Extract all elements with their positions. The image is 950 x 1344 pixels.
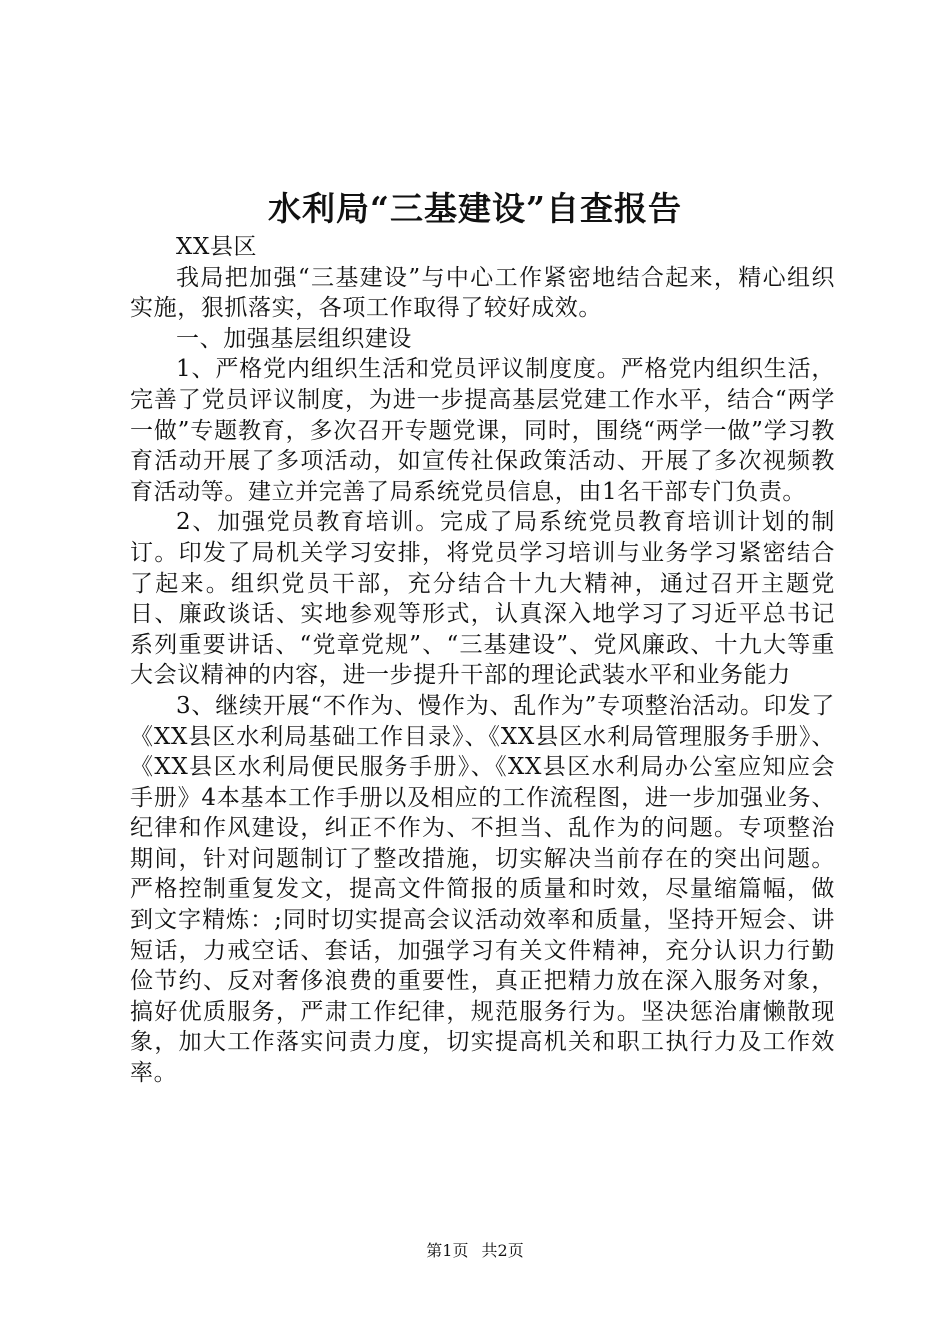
paragraph-item-2: 2、加强党员教育培训。完成了局系统党员教育培训计划的制订。印发了局机关学习安排，将党员学习培训与业务学习紧密结合了起来。组织党员干部，充分结合十九大精神，通过召开主题党日、廉政谈话、实地参观等形式，认真深入地学习了习近平总书记系列重要讲话、“党章党规”、“三基建设”、党风廉政、十九大等重大会议精神的内容，进一步提升干部的理论武装水平和业务能力 [130, 509, 835, 689]
page-total: 共2页 [481, 1241, 524, 1260]
document-body [130, 232, 835, 1089]
page-footer [0, 1240, 950, 1262]
paragraph-item-1: 1、严格党内组织生活和党员评议制度度。严格党内组织生活，完善了党员评议制度，为进一步提高基层党建工作水平，结合“两学一做”专题教育，多次召开专题党课，同时，围绕“两学一做”学习教育活动开展了多项活动，如宣传社保政策活动、开展了多次视频教育活动等。建立并完善了局系统党员信息，由1名干部专门负责。 [130, 356, 835, 505]
paragraph-item-3: 3、继续开展“不作为、慢作为、乱作为”专项整治活动。印发了《XX县区水利局基础工作目录》、《XX县区水利局管理服务手册》、《XX县区水利局便民服务手册》、《XX县区水利局办公室应知应会手册》4本基本工作手册以及相应的工作流程图，进一步加强业务、纪律和作风建设，纠正不作为、不担当、乱作为的问题。专项整治期间，针对问题制订了整改措施，切实解决当前存在的突出问题。严格控制重复发文，提高文件简报的质量和时效，尽量缩篇幅，做到文字精炼：;同时切实提高会议活动效率和质量，坚持开短会、讲短话，力戒空话、套话，加强学习有关文件精神，充分认识力行勤俭节约、反对奢侈浪费的重要性，真正把精力放在深入服务对象，搞好优质服务，严肃工作纪律，规范服务行为。坚决惩治庸懒散现象，加大工作落实问责力度，切实提高机关和职工执行力及工作效率。 [130, 692, 835, 1087]
paragraph-org: XX县区 [176, 234, 258, 260]
section-heading-1: 一、加强基层组织建设 [176, 325, 412, 352]
page-number: 第1页 [426, 1241, 469, 1260]
paragraph-intro: 我局把加强“三基建设”与中心工作紧密地结合起来，精心组织实施，狠抓落实，各项工作取得了较好成效。 [130, 264, 835, 322]
document-title: 水利局“三基建设”自查报告 [268, 189, 682, 228]
